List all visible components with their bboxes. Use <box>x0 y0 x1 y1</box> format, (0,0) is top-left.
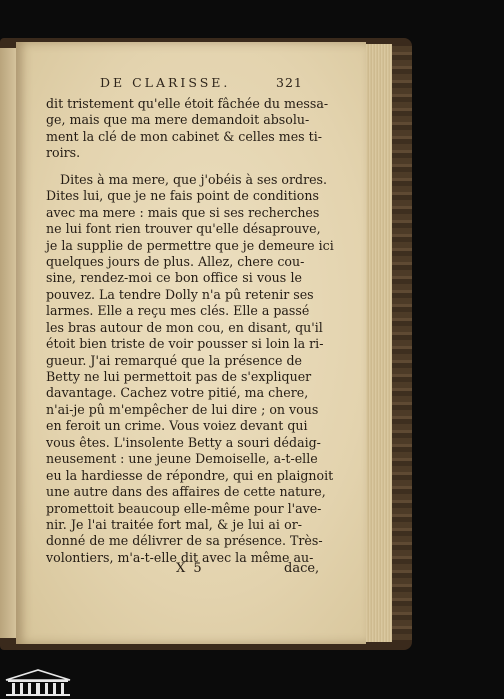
text-line: donné de me délivrer de sa présence. Très- <box>46 533 323 549</box>
text-line: neusement : une jeune Demoiselle, a-t-elle <box>46 451 318 467</box>
page-footer <box>16 561 366 579</box>
text-line: une autre dans des affaires de cette nature, <box>46 484 326 500</box>
paragraph-1 <box>46 96 329 162</box>
body-text <box>46 96 334 566</box>
text-line: davantage. Cachez votre pitié, ma chere, <box>46 385 309 401</box>
text-line: ment la clé de mon cabinet & celles mes ti- <box>46 128 322 144</box>
text-line: nir. Je l'ai traitée fort mal, & je lui ai or- <box>46 516 302 532</box>
text-line: Betty ne lui permettoit pas de s'expliquer <box>46 369 312 384</box>
text-line: étoit bien triste de voir pousser si loin la ri- <box>46 336 324 352</box>
text-line: ge, mais que ma mere demandoit absolu- <box>46 112 310 128</box>
text-line: Dites à ma mere, que j'obéis à ses ordres. <box>60 171 328 187</box>
text-line: volontiers, m'a-t-elle dit avec la même au- <box>46 549 314 565</box>
paragraph-2 <box>46 171 334 567</box>
text-line: roirs. <box>46 145 81 161</box>
text-line: quelques jours de plus. Allez, chere cou- <box>46 253 305 269</box>
book-spine-cover <box>392 46 412 640</box>
text-line: avec ma mere : mais que si ses recherches <box>46 204 320 220</box>
text-line: les bras autour de mon cou, en disant, qu'il <box>46 319 323 335</box>
text-line: Dites lui, que je ne fais point de conditions <box>46 188 319 204</box>
text-line: gueur. J'ai remarqué que la présence de <box>46 352 302 368</box>
text-line: n'ai-je pû m'empêcher de lui dire ; on vous <box>46 401 319 417</box>
running-head <box>16 75 366 91</box>
text-line: sine, rendez-moi ce bon office si vous le <box>46 270 302 286</box>
text-line: dit tristement qu'elle étoit fâchée du messa- <box>46 96 329 111</box>
page-edges <box>366 44 392 642</box>
text-line: larmes. Elle a reçu mes clés. Elle a passé <box>46 303 310 319</box>
text-line: en feroit un crime. Vous voiez devant qui <box>46 418 308 434</box>
library-building-icon <box>2 668 74 698</box>
page-number: 321 <box>276 75 303 90</box>
text-line: je la supplie de permettre que je demeure ici <box>46 237 334 253</box>
catchword: dace, <box>284 561 320 576</box>
text-line: ne lui font rien trouver qu'elle désaprouve, <box>46 221 321 237</box>
signature-mark: X 5 <box>176 561 204 576</box>
text-line: pouvez. La tendre Dolly n'a pû retenir ses <box>46 286 314 302</box>
text-line: eu la hardiesse de répondre, qui en plaignoit <box>46 467 334 483</box>
text-line: promettoit beaucoup elle-même pour l'ave- <box>46 500 322 516</box>
text-line: vous êtes. L'insolente Betty a souri dédaig- <box>46 434 321 450</box>
running-head-title: DE CLARISSE. <box>100 75 231 90</box>
